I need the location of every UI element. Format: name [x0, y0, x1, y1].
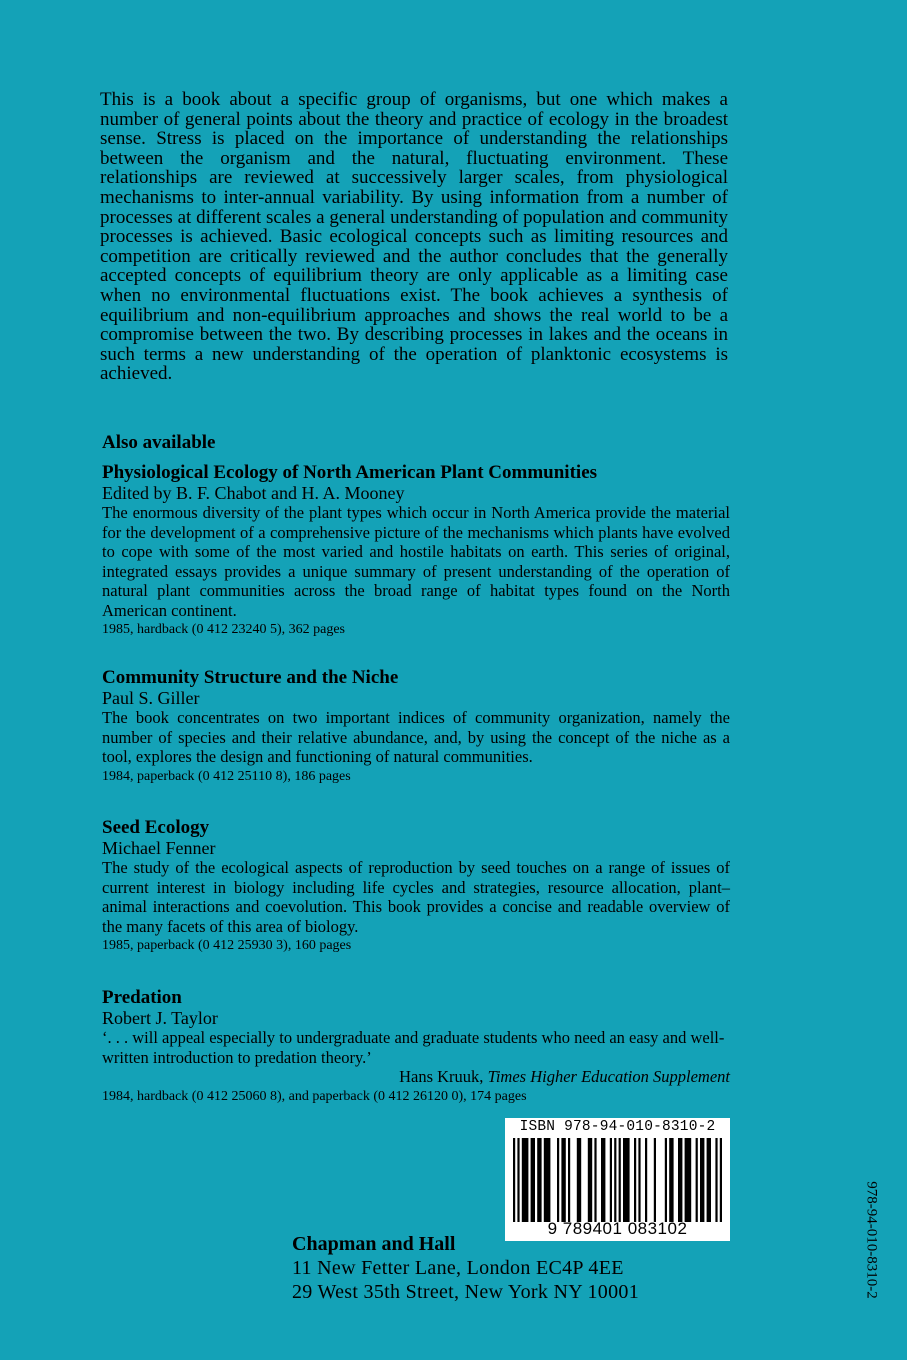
book-entry-physiological-ecology: [102, 463, 730, 640]
barcode-bar: [669, 1138, 673, 1222]
barcode-bar: [715, 1138, 717, 1222]
book-author: Robert J. Taylor: [102, 1008, 218, 1028]
barcode-bar: [601, 1138, 605, 1222]
barcode-bar: [544, 1138, 551, 1222]
barcode-bar: [557, 1138, 559, 1222]
barcode-bar: [665, 1138, 667, 1222]
back-cover-blurb: This is a book about a specific group of organisms, but one which makes a number of general points about the theory and practice of ecology in the broadest sense. Stress is placed on the importance of understanding the relationships between the organism and the natural, fluctuating environment. These relationships are reviewed at successively larger scales, from physiological mechanisms to inter-annual variability. By using information from a number of processes at different scales a general understanding of population and community processes is achieved. Basic ecological concepts such as limiting resources and competition are critically reviewed and the author concludes that the generally accepted concepts of equilibrium theory are only applicable as a limiting case when no environmental fluctuations exist. The book achieves a synthesis of equilibrium and non-equilibrium approaches and shows the real world to be a compromise between the two. By describing processes in lakes and the oceans in such terms a new understanding of the operation of planktonic ecosystems is achieved.: [100, 89, 728, 385]
barcode-bar: [517, 1138, 519, 1222]
barcode-bar: [700, 1138, 704, 1222]
barcode-bar: [678, 1138, 682, 1222]
barcode-bar: [614, 1138, 616, 1222]
barcode-bar: [720, 1138, 722, 1222]
book-meta: 1985, paperback (0 412 25930 3), 160 pages: [102, 938, 352, 953]
book-meta: 1984, paperback (0 412 25110 8), 186 pages: [102, 768, 351, 784]
barcode-bar: [696, 1138, 698, 1222]
book-entry-predation: [102, 988, 730, 1107]
isbn-barcode: [505, 1118, 730, 1241]
isbn-label: ISBN 978-94-010-8310-2: [519, 1119, 716, 1135]
review-source: Times Higher Education Supplement: [487, 1067, 730, 1086]
book-title: Seed Ecology: [102, 817, 210, 838]
barcode-bar: [522, 1138, 529, 1222]
spine-isbn: [856, 1150, 886, 1330]
barcode-bar: [577, 1138, 581, 1222]
barcode-bar: [610, 1138, 612, 1222]
book-meta: 1985, hardback (0 412 23240 5), 362 pages: [102, 622, 346, 637]
book-editor: Edited by B. F. Chabot and H. A. Mooney: [102, 483, 405, 503]
barcode-bar: [568, 1138, 570, 1222]
barcode-bar: [685, 1138, 692, 1222]
book-entry-seed-ecology: [102, 818, 730, 956]
barcode-bar: [588, 1138, 592, 1222]
barcode-bar: [654, 1138, 656, 1222]
publisher-address-newyork: 29 West 35th Street, New York NY 10001: [292, 1281, 640, 1303]
book-description: The enormous diversity of the plant types which occur in North America provide the material for the development of a comprehensive picture of the mechanisms which plants have evolved to cope with some of the most varied and hostile habitats on earth. This series of original, integrated essays provides a unique summary of present understanding of the operation of natural plant communities across the broad range of habitat types found on the North American continent.: [102, 503, 730, 620]
review-attribution: [102, 1067, 730, 1087]
barcode-bar: [513, 1138, 515, 1222]
book-meta: 1984, hardback (0 412 25060 8), and paperback (0 412 26120 0), 174 pages: [102, 1088, 527, 1104]
publisher-name: Chapman and Hall: [292, 1233, 456, 1255]
barcode-digits: 9 789401 083102: [547, 1219, 688, 1238]
barcode-bar: [645, 1138, 647, 1222]
publisher-block: [292, 1232, 639, 1304]
barcode-bar: [707, 1138, 711, 1222]
review-quote: ‘. . . will appeal especially to undergraduate and graduate students who need an easy and well-written introduction to predation theory.’: [102, 1028, 725, 1067]
book-entry-community-structure: [102, 668, 730, 787]
barcode-bar: [594, 1138, 596, 1222]
barcode-bar: [623, 1138, 630, 1222]
barcode-bar: [634, 1138, 636, 1222]
book-author: Michael Fenner: [102, 838, 216, 858]
barcode-bar: [638, 1138, 640, 1222]
book-author: Paul S. Giller: [102, 688, 200, 708]
book-title: Physiological Ecology of North American Plant Communities: [102, 462, 598, 483]
book-title: Community Structure and the Niche: [102, 667, 399, 688]
barcode-bar: [561, 1138, 565, 1222]
barcode-bar: [619, 1138, 621, 1222]
book-title: Predation: [102, 987, 182, 1008]
publisher-address-london: 11 New Fetter Lane, London EC4P 4EE: [292, 1257, 624, 1279]
book-description: The book concentrates on two important indices of community organization, namely the number of species and their relative abundance, and, by using the concept of the niche as a tool, explores the design and functioning of natural communities.: [102, 708, 730, 766]
reviewer-name: Hans Kruuk,: [399, 1067, 484, 1086]
barcode-bar: [537, 1138, 541, 1222]
spine-isbn-text: 978-94-010-8310-2: [863, 1181, 880, 1299]
barcode-bar: [531, 1138, 535, 1222]
also-available-heading: Also available: [102, 432, 216, 453]
book-description: The study of the ecological aspects of reproduction by seed touches on a range of issues of current interest in biology including life cycles and strategies, resource allocation, plant–animal interactions and coevolution. This book provides a concise and readable overview of the many facets of this area of biology.: [102, 858, 730, 936]
barcode-bars: [513, 1138, 722, 1222]
